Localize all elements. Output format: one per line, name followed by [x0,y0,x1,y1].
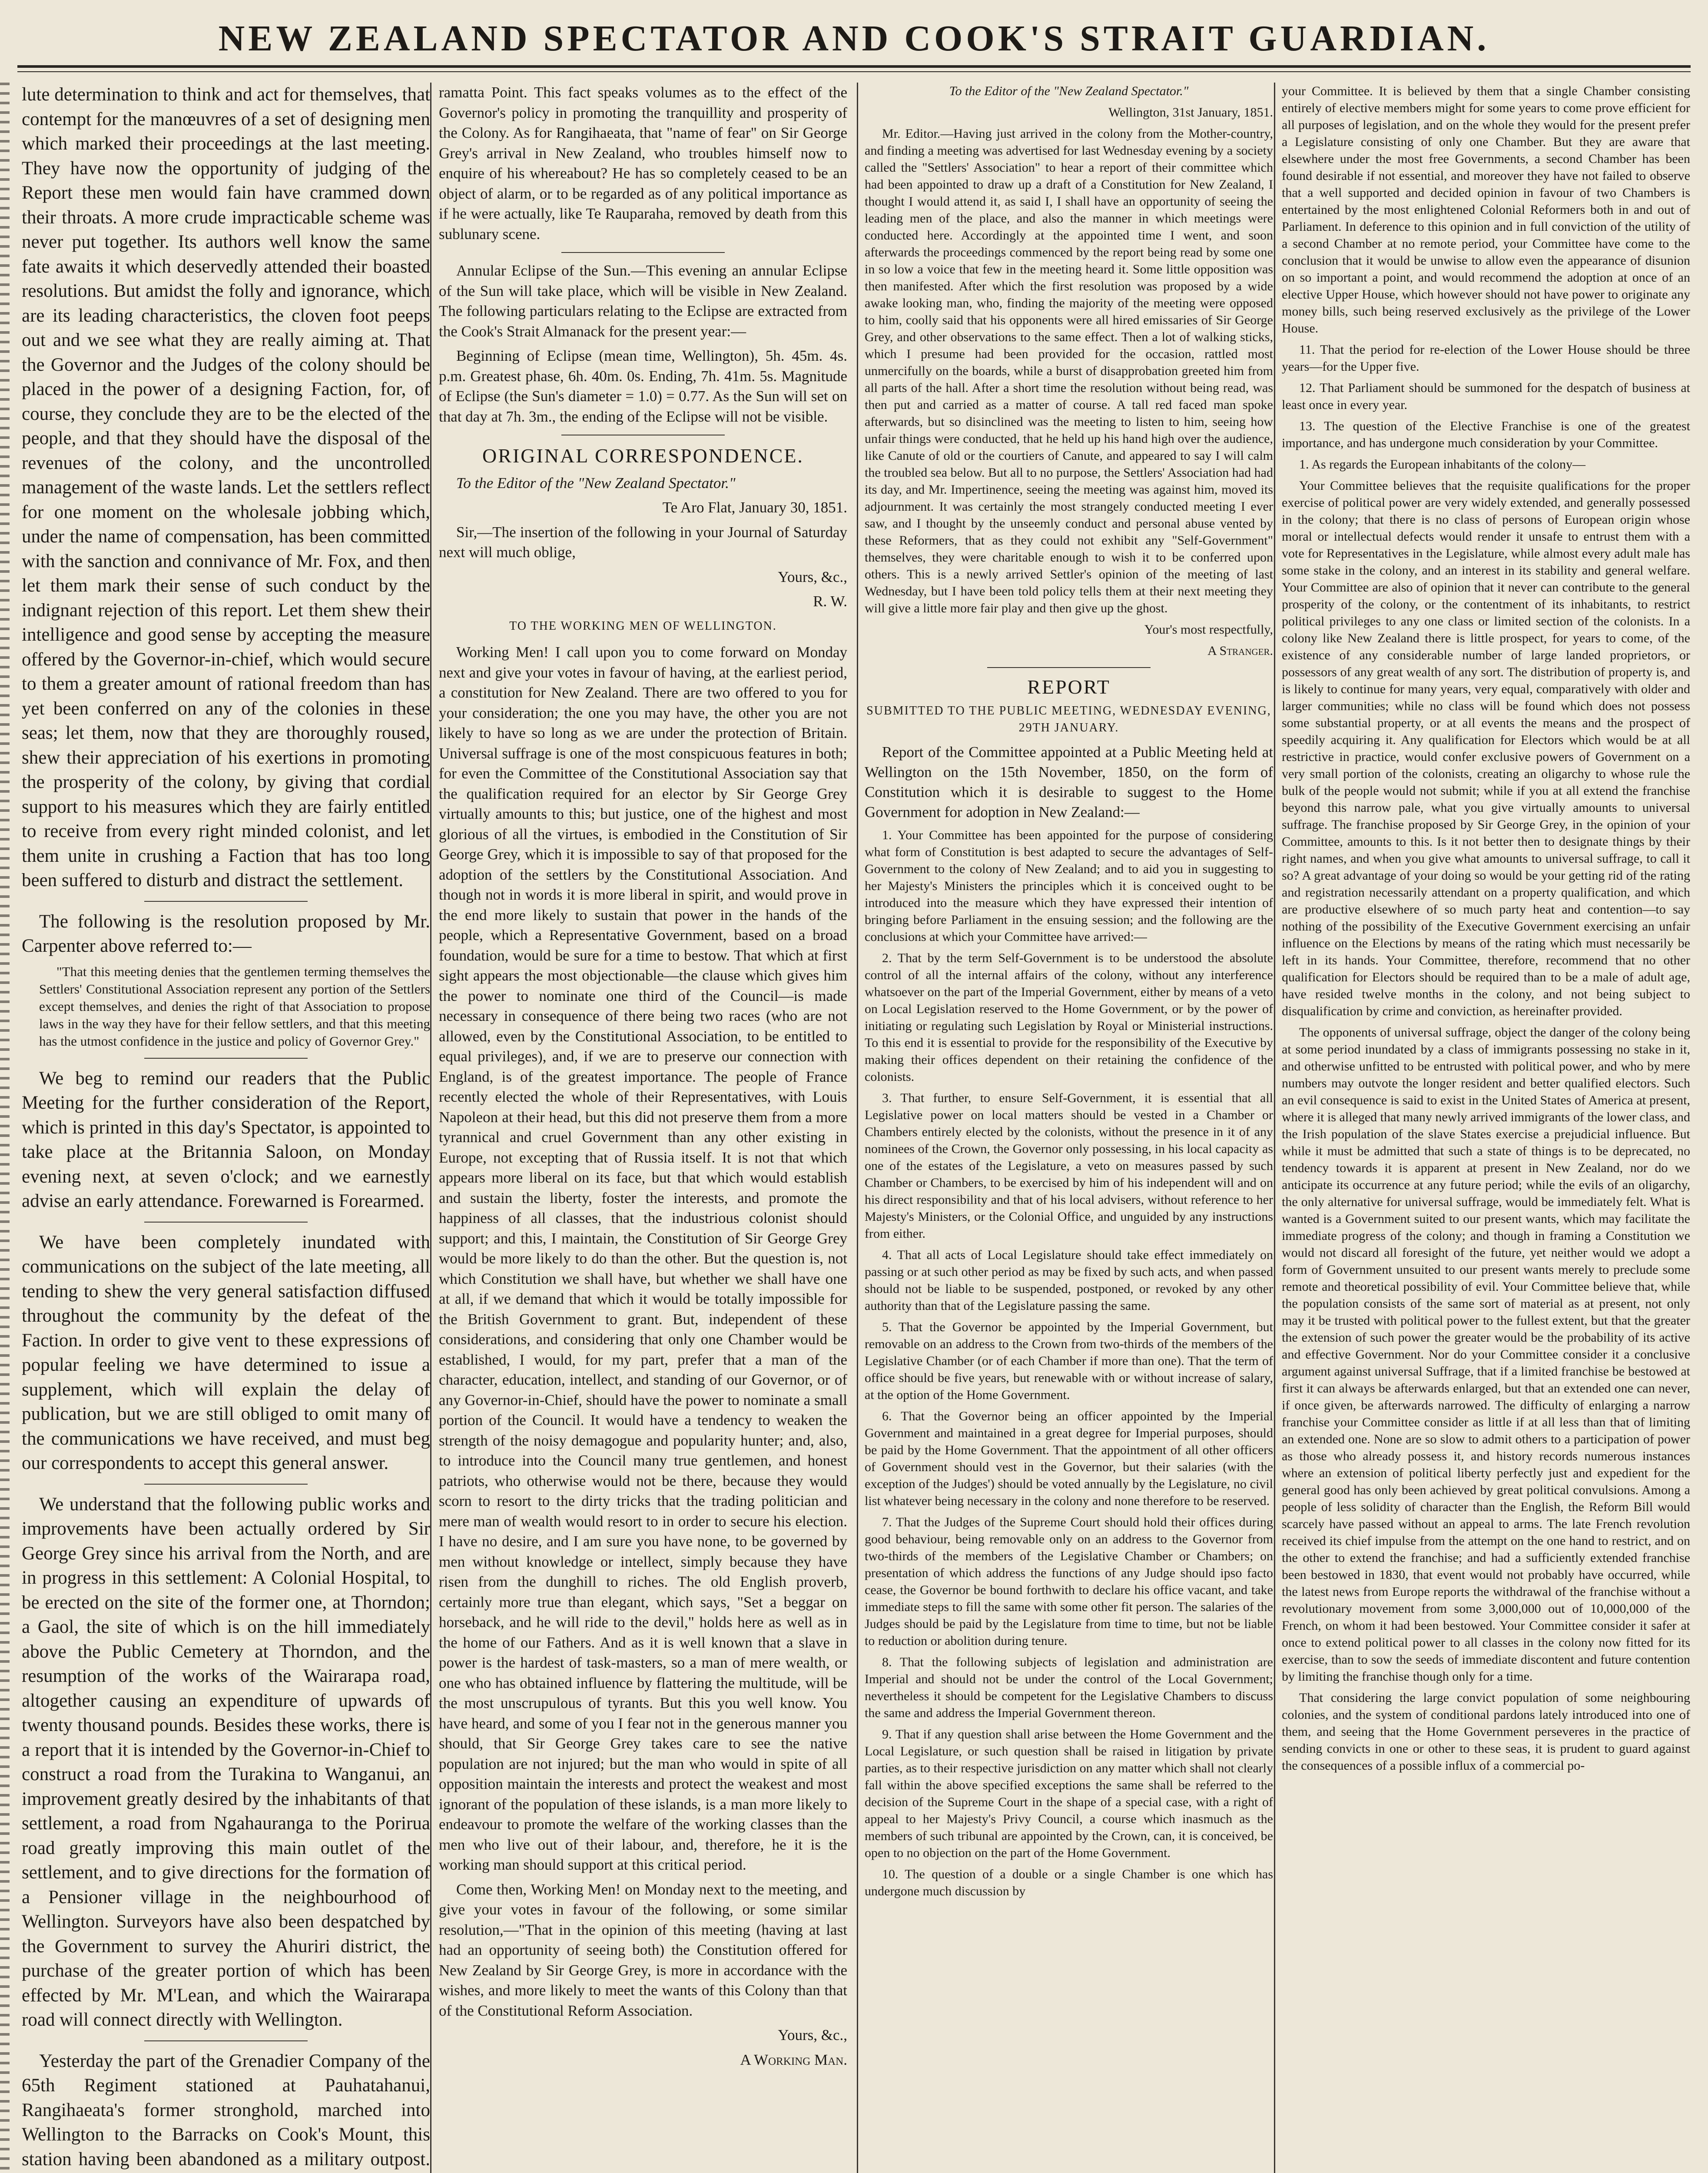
report-clause-11: 11. That the period for re-election of the Lower House should be three years—for the Upper five. [1282,342,1690,374]
letter-signature: A Working Man. [740,2051,847,2068]
report-clause-4: 4. That all acts of Local Legislature should take effect immediately on passing or at such other period as may be fixed by such acts, and when passed should not be liable to be suspended, postponed, or revoked by any other authority than that of the Legislature passing the same. [865,1248,1273,1313]
letter-closing: Yours, &c., [778,568,847,585]
section-divider [561,252,725,253]
meeting-notice: We beg to remind our readers that the Public Meeting for the further consideration of the Report, which is printed in this day's Spectator, is appointed to take place at the Britannia Saloon, on Monday evening next, at seven o'clock; and we earnestly advise an early attendance. Forewarned is Forearmed. [22,1068,430,1211]
stranger-letter: Mr. Editor.—Having just arrived in the colony from the Mother-country, and finding a meeting was advertised for last Wednesday evening by a society called the "Settlers' Association" to hear a report of their committee which had been appointed to draw up a draft of a Constitution for New Zealand, I thought I would attend it, as said I, I shall have an opportunity of seeing the leading men of the place, and also the manner in which meetings were conducted here. Accordingly at the appointed time I went, and soon afterwards the proceedings commenced by the report being read by some one in so low a voice that few in the meeting heard it. Some little opposition was then manifested. After which the first resolution was proposed by a wide awake looking man, who, finding the majority of the meeting were opposed to him, coolly said that his opponents were all hired emissaries of Sir George Grey, and other observations to the same effect. Then a lot of walking sticks, which I presume had been provided for the occasion, rattled most unmercifully on the boards, while a burst of disapprobation greeted him from all parts of the hall. After a short time the resolution without being read, was then put and carried as a matter of course. A tall red faced man spoke afterwards, but so disinclined was the meeting to listen to him, seeing how unfair things were conducted, that he held up his hand high over the audience, like Canute of old or the courtiers of Canute, and appeared to say I will calm the troubled sea below. But all to no purpose, the Settlers' Association had had its day, and Mr. Impertinence, seeing the meeting was against him, moved its adjournment. It was certainly the most strangely conducted meeting I ever saw, and I thought by the unseemly conduct and personal abuse vented by these Reformers, that as they could not exhibit any "Self-Government" themselves, they were charitable enough to wish it to be conferred upon others. This is a newly arrived Settler's opinion of the meeting of last Wednesday, but I have been told policy tells them at their next meeting they will give a little more fair play and then give up the ghost. [865,126,1273,615]
report-clause-10: 10. The question of a double or a single Chamber is one which has undergone much discussion by [865,1867,1273,1898]
report-subclause: 1. As regards the European inhabitants of the colony— [1299,457,1586,472]
eclipse-paragraph: Annular Eclipse of the Sun.—This evening an annular Eclipse of the Sun will take place, which will be visible in New Zealand. The following particulars relating to the Eclipse are extracted from the Cook's Strait Almanack for the present year:— [439,262,847,340]
report-clause-6: 6. That the Governor being an officer appointed by the Imperial Government and maintained in a great degree for Imperial purposes, should be paid by the Home Government. That the appointment of all other officers of Government should vest in the Governor, but their salaries (with the exception of the Judges') should be voted annually by the Legislature, no civil list whatever being necessary in the colony and none therefore to be reserved. [865,1409,1273,1508]
column-4 [1282,83,1690,2173]
column-rule [1274,83,1275,2173]
rangihaeata-paragraph: ramatta Point. This fact speaks volumes as to the effect of the Governor's policy in promoting the tranquillity and prosperity of the Colony. As for Rangihaeata, that "name of fear" on Sir George Grey's arrival in New Zealand, who troubles himself now to enquire of his whereabout? He has so completely ceased to be an object of alarm, or to be regarded as of any political importance as if he were actually, like Te Rauparaha, removed by death from this sublunary scene. [439,84,847,243]
masthead-rule-thin [17,71,1691,72]
report-subheading: SUBMITTED TO THE PUBLIC MEETING, WEDNESDAY EVENING, 29TH JANUARY. [866,704,1271,734]
masthead-rule [17,65,1691,68]
report-clause-8: 8. That the following subjects of legislation and administration are Imperial and should not be under the control of the Local Government; nevertheless it should be competent for the Legislative Chambers to discuss the same and address the Imperial Government thereon. [865,1655,1273,1720]
letter-salutation: To the Editor of the "New Zealand Spectator." [456,474,736,492]
letter-place-date: Wellington, 31st January, 1851. [1108,105,1273,120]
column-2 [439,83,847,2173]
letter-body: Sir,—The insertion of the following in your Journal of Saturday next will much oblige, [439,523,847,561]
section-divider [144,1222,308,1223]
column-rule [857,83,858,2173]
letter-signature: R. W. [813,593,847,610]
report-clause-2: 2. That by the term Self-Government is to be understood the absolute control of all the internal affairs of the colony, without any interference whatsoever on the part of the Imperial Government, either by means of a veto on Local Legislation reserved to the Home Government, or by the power of initiating or regulating such Legislation by Royal or Ministerial instructions. To this end it is essential to provide for the responsibility of the Executive by making their offices dependent on their retaining the confidence of the colonists. [865,951,1273,1084]
section-divider [144,2040,308,2041]
section-divider [144,1058,308,1059]
eclipse-times: Beginning of Eclipse (mean time, Wellington), 5h. 45m. 4s. p.m. Greatest phase, 6h. 40m. 0s. Ending, 7h. 41m. 5s. Magnitude of Eclipse (the Sun's diameter = 1.0) = 0.77. As the Sun will set on that day at 7h. 3m., the ending of the Eclipse will not be visible. [439,347,847,425]
report-clause-3: 3. That further, to ensure Self-Government, it is essential that all Legislative power on local matters should be vested in a Chamber or Chambers entirely elected by the colonists, without the presence in it of any nominees of the Crown, the Governor only possessing, in his local capacity as one of the estates of the Legislature, a veto on measures passed by such Chamber or Chambers, to be exercised by him of his independent will and on his direct responsibility and that of his local advisers, without reference to her Majesty's Ministers, or the Colonial Office, and unguided by any instructions from either. [865,1091,1273,1241]
report-clause-7: 7. That the Judges of the Supreme Court should hold their offices during good behaviour, being removable only on an address to the Governor from two-thirds of the members of the Legislative Chamber or Chambers; on presentation of which address the functions of any Judge should ipso facto cease, the Governor be bound forthwith to declare his office vacant, and take immediate steps to fill the same with some other fit person. The salaries of the Judges should be paid by the Legislature from time to time, but not be liable to reduction or abolition during tenure. [865,1515,1273,1648]
section-divider [144,1484,308,1485]
report-clause-5: 5. That the Governor be appointed by the Imperial Government, but removable on an address to the Crown from two-thirds of the members of the Legislative Chamber (or of each Chamber if more than one). That the term of office should be five years, but renewable with or without increase of salary, at the option of the Home Government. [865,1320,1273,1402]
column-rule [430,83,431,2173]
resolution-intro: The following is the resolution proposed by Mr. Carpenter above referred to:— [22,911,430,956]
section-divider [144,901,308,902]
report-clause-12: 12. That Parliament should be summoned for the despatch of business at least once in every year. [1282,381,1690,412]
report-clause-9: 9. That if any question shall arise between the Home Government and the Local Legislature, or such question shall be raised in litigation by private parties, as to their respective jurisdiction on any matter which shall not clearly fall within the above specified exceptions the same shall be referred to the decision of the Supreme Court in the shape of a special case, with a right of appeal to her Majesty's Privy Council, a course which inasmuch as the members of such tribunal are appointed by the Crown, can, it is conceived, be open to no objection on the part of the Home Government. [865,1727,1273,1860]
letter-salutation: To the Editor of the "New Zealand Spectator." [949,84,1189,98]
grenadier-paragraph: Yesterday the part of the Grenadier Company of the 65th Regiment stationed at Pauhatahanui, Rangihaeata's former stronghold, marched into Wellington to the Barracks on Cook's Mount, this station having been abandoned as a military outpost. [22,2050,430,2170]
report-clause-13: 13. The question of the Elective Franchise is one of the greatest importance, and has undergone much consideration by your Committee. [1282,419,1690,450]
masthead: NEW ZEALAND SPECTATOR AND COOK'S STRAIT GUARDIAN. [218,18,1490,59]
section-divider [987,667,1151,668]
report-intro: Report of the Committee appointed at a Public Meeting held at Wellington on the 15th November, 1850, on the form of Constitution which it is desirable to suggest to the Home Government for adoption in New Zealand:— [865,744,1273,821]
report-continued: your Committee. It is believed by them that a single Chamber consisting entirely of elective members might for some years to come prove efficient for all purposes of legislation, and on the whole they would for the present prefer a Legislature consisting of only one Chamber. But they are aware that elsewhere under the most free Governments, a second Chamber has been found desirable if not essential, and moreover they have not failed to observe that a well supported and decided opinion in favour of two Chambers is entertained by the most enlightened Colonial Reformers both in and out of Parliament. In deference to this opinion and in full conviction of the utility of a second Chamber at no remote period, your Committee have come to the conclusion that it would be unwise to allow even the appearance of disunion on so important a point, and would recommend the adoption at once of an elective Upper House, which however should not have power to originate any money bills, such being reserved exclusively as the privilege of the Lower House. [1282,84,1690,336]
working-men-resolution: Come then, Working Men! on Monday next to the meeting, and give your votes in favour of the following, or some similar resolution,—"That in the opinion of this meeting (having at last had an opportunity of seeing both) the Constitution offered for New Zealand by Sir George Grey, is more in accordance with the wishes, and more likely to meet the wants of this Colony than that of the Constitutional Reform Association. [439,1881,847,2019]
correspondence-heading: ORIGINAL CORRESPONDENCE. [482,445,804,467]
address-heading: TO THE WORKING MEN OF WELLINGTON. [509,619,777,633]
column-1 [22,83,430,2173]
report-clause-1: 1. Your Committee has been appointed for the purpose of considering what form of Constitution is best adapted to secure the advantages of Self-Government to the colony of New Zealand; and to aid you in suggesting to her Majesty's Ministers the principles which it is conceived ought to be introduced into the measure which they have expressed their intention of bringing before Parliament in the ensuing session; and the following are the conclusions at which your Committee have arrived:— [865,828,1273,944]
binding-edge [0,83,10,2173]
convict-paragraph: That considering the large convict population of some neighbouring colonies, and the system of conditional pardons lately introduced into one of them, and seeing that the Home Government perseveres in the practice of sending convicts in one or other to these seas, it is prudent to guard against the consequences of a possible influx of a commercial po- [1282,1691,1690,1773]
letter-closing: Yours, &c., [778,2027,847,2043]
column-3 [865,83,1273,2173]
resolution-quote: "That this meeting denies that the gentlemen terming themselves the Settlers' Constitutional Association represent any portion of the Settlers except themselves, and denies the right of that Association to propose laws in the way they have for their fellow settlers, and that this meeting has the utmost confidence in the justice and policy of Governor Grey." [39,964,430,1049]
working-men-letter: Working Men! I call upon you to come forward on Monday next and give your votes in favour of having, at the earliest period, a constitution for New Zealand. There are two offered to you for your consideration; the one you may have, the other you are not likely to have so long as we are under the protection of Britain. Universal suffrage is one of the most conspicuous features in both; for even the Committee of the Constitutional Association say that the qualification required for an elector by Sir George Grey virtually amounts to this; but justice, one of the highest and most glorious of all the virtues, is embodied in the Constitution of Sir George Grey, which it is impossible to say of that proposed for the adoption of the settlers by the Constitutional Association. And though not in words it is more liberal in spirit, and would prove in the end more likely to sustain that power in the hands of the people, which a Representative Government, based on a broad foundation, would be sure for a time to bestow. That which at first sight appears the most objectionable—the clause which gives him the power to nominate one third of the Council—is made necessary in consequence of there being two races (who are not allowed, even by the Constitutional Association, to be entitled to equal privileges), and, if we are to preserve our connection with England, is of the greatest importance. The people of France recently elected the whole of their Representatives, with Louis Napoleon at their head, but this did not preserve them from a more tyrannical and cruel Government than any other existing in Europe, not excepting that of Russia itself. It is not that which appears more liberal on its face, but that which would establish and sustain the liberty, foster the interests, and promote the happiness of all classes, that the industrious colonist should support; and this, I maintain, the Constitution of Sir George Grey would be more likely to do than the other. But the question is, not which Constitution we shall have, but whether we shall have one at all, if we demand that which it would be totally impossible for the British Government to grant. But, independent of these considerations, and considering that only one Chamber would be established, I would, for my part, prefer that a man of the character, education, intellect, and standing of our Governor, or of any Governor-in-Chief, should have the power to nominate a small portion of the Council. It would have a tendency to weaken the strength of the noisy demagogue and popularity hunter; and, also, to introduce into the Council many true gentlemen, and honest patriots, who otherwise would not be there, because they would scorn to resort to the dirty tricks that the trading politician and mere man of wealth would resort to in order to secure his election. I have no desire, and I am sure you have none, to be governed by men without knowledge or intellect, simply because they have risen from the dunghill to riches. The old English proverb, certainly more true than elegant, which says, "Set a beggar on horseback, and he will ride to the devil," holds here as well as in the home of our Fathers. And as it is well known that a slave in power is the hardest of task-masters, so a man of mere wealth, or one who has obtained influence by flattering the multitude, will be the most unscrupulous of tyrants. But this you well know. You have heard, and some of you I fear not in the generous manner you should, that Sir George Grey takes care to see the native population are not injured; but the man who would in spite of all opposition maintain the interests and protect the weakest and most ignorant of the population of these islands, is a man more likely to endeavour to promote the welfare of the working classes than the men who live out of their labour, and, therefore, he it is the working man should support at this critical period. [439,644,847,1873]
editorial-paragraph: lute determination to think and act for themselves, that contempt for the manœuvres of a set of designing men which marked their proceedings at the last meeting. They have now the opportunity of judging of the Report these men would fain have crammed down their throats. A more crude impracticable scheme was never put together. Its authors well know the same fate awaits it which deservedly attended their boasted resolutions. But amidst the folly and ignorance, which are its leading characteristics, the cloven foot peeps out and we see what they are really aiming at. That the Governor and the Judges of the colony should be placed in the power of a designing Faction, for, of course, they conclude they are to be the elected of the people, and that they should have the disposal of the revenues of the colony, and the uncontrolled management of the waste lands. Let the settlers reflect for one moment on the wholesale jobbing which, under the name of compensation, has been committed with the sanction and connivance of Mr. Fox, and then let them mark their sense of such conduct by the indignant rejection of this report. Let them shew their intelligence and good sense by accepting the measure offered by the Governor-in-chief, which would secure to them a greater amount of rational freedom than has yet been conferred on any of the colonies in these seas; let them, now that they are thoroughly roused, shew their appreciation of his exertions in promoting the prosperity of the colony, by giving that cordial support to his measures which they are fairly entitled to receive from every right minded colonist, and let them unite in crushing a Faction that has too long been suffered to disturb and distract the settlement. [22,84,430,890]
suffrage-paragraph: The opponents of universal suffrage, object the danger of the colony being at some period inundated by a class of immigrants possessing no stake in it, and otherwise unfitted to be entrusted with political power, and who by mere numbers may outvote the longer resident and better qualified electors. Such an evil consequence is said to exist in the United States of America at present, where it is alleged that many newly arrived immigrants of the lower class, and the Irish population of the slave States exercise a prejudicial influence. But while it must be admitted that such a state of things is to be deprecated, no tendency towards it is apparent at present in New Zealand, nor do we anticipate its occurrence at any future period; while the evils of an oligarchy, the only alternative for universal suffrage, would be immediately felt. What is wanted is a Government suited to our present wants, which may facilitate the immediate progress of the colony; and though in framing a Constitution we would not discard all foresight of the future, yet neither would we adopt a form of Government unsuited to our present wants merely to preclude some remote and theoretical possibility of evil. Your Committee believe that, while the population consists of the same sort of material as at present, not only may it be trusted with political power to the fullest extent, but that the greater the extension of such power the greater would be the probability of its active and effective Government. Nor do your Committee consider it a conclusive argument against universal Suffrage, that if a limited franchise be bestowed at first it can always be afterwards enlarged, but that an extended one can never, if once given, be afterwards narrowed. The difficulty of enlarging a narrow franchise your Committee consider as little if at all less than that of limiting an extended one. None are so slow to admit others to a participation of power as those who already possess it, and history records numerous instances where an extension of political liberty perfectly just and expedient for the general good has only been achieved by great political convulsions. Among a people of less solidity of character than the English, the Reform Bill would scarcely have passed without an appeal to arms. The late French revolution received its chief impulse from the attempt on the one hand to restrict, and on the other to extend the franchise; and had a sufficiently extended franchise been bestowed in 1830, that event would not probably have occurred, while the latest news from Europe reports the withdrawal of the franchise without a revolutionary movement from some 3,000,000 out of 10,000,000 of the French, on whom it had been bestowed. Your Committee consider it safer at once to extend political power to all classes in the colony now fitted for its exercise, than to sow the seeds of immediate discontent and future contention by limiting the franchise though only for a time. [1282,1025,1690,1684]
franchise-paragraph: Your Committee believes that the requisite qualifications for the proper exercise of political power are very widely extended, and generally possessed in the colony; that there is no class of persons of European origin whose moral or intellectual defects would render it unsafe to entrust them with a vote for Representatives in the Legislature, while almost every adult male has some stake in the colony, and an interest in its stability and general welfare. Your Committee are also of opinion that it never can contribute to the general prosperity of the colony, or the contentment of its inhabitants, to restrict political privileges to any one class or limited section of the colonists. In a colony like New Zealand there is little prospect, for years to come, of the existence of any considerable number of large landed proprietors, or possessors of any great wealth of any sort. The distribution of property is, and is likely to continue for many years, very equal, comparatively with older and larger communities; while no class will be found which does not possess some substantial property, or at all events the means and the prospect of speedily acquiring it. Any qualification for Electors which would be at all restrictive in practice, would confer exclusive powers of Government on a very small portion of the colonists, creating an oligarchy to whose rule the bulk of the people would not submit; while if you at all extend the franchise beyond this narrow pale, what you give virtually amounts to universal suffrage. The franchise proposed by Sir George Grey, in the opinion of your Committee, amounts to this. Is it not better then to designate things by their right names, and when you give what amounts to universal suffrage, to call it so? A great advantage of your doing so would be your getting rid of the rating and registration necessarily attendant on a property qualification, and which are productive elsewhere of so much party heat and contention—to say nothing of the possibility of the Executive Government exercising an unfair influence on the Elections by means of the rating which must necessarily be left in its hands. Your Committee, therefore, recommend that no other qualification for Electors should be required than to be a male of adult age, have resided twelve months in the colony, and not being subject to disqualification by crime and conviction, as hereinafter provided. [1282,478,1690,1018]
public-works-paragraph: We understand that the following public works and improvements have been actually ordered by Sir George Grey since his arrival from the North, and are in progress in this settlement: A Colonial Hospital, to be erected on the site of the former one, at Thorndon; a Gaol, the site of which is on the hill immediately above the Public Cemetery at Thorndon, and the resumption of the works of the Wairarapa road, altogether causing an expenditure of upwards of twenty thousand pounds. Besides these works, there is a report that it is intended by the Governor-in-Chief to construct a road from the Turakina to Wanganui, an improvement greatly desired by the inhabitants of that settlement, a road from Ngahauranga to the Porirua road greatly improving this main outlet of the settlement, and to give directions for the formation of a Pensioner village in the neighbourhood of Wellington. Surveyors have also been despatched by the Government to survey the Ahuriri district, the purchase of the greater portion of which has been effected by Mr. M'Lean, and which the Wairarapa road will connect directly with Wellington. [22,1494,430,2030]
letter-signature: A Stranger. [1207,644,1273,658]
supplement-notice: We have been completely inundated with communications on the subject of the late meeting, all tending to shew the very general satisfaction diffused throughout the community by the defeat of the Faction. In order to give vent to these expressions of popular feeling we have determined to issue a supplement, which will explain the delay of publication, but we are still obliged to omit many of the communications we have received, and must beg our correspondents to accept this general answer. [22,1232,430,1473]
report-heading: REPORT [1027,676,1111,698]
letter-place-date: Te Aro Flat, January 30, 1851. [662,499,847,516]
letter-closing: Your's most respectfully, [1144,622,1273,637]
